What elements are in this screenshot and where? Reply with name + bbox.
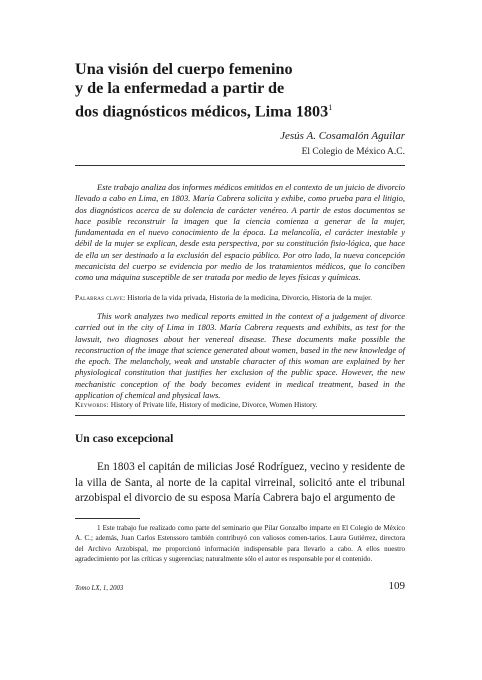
- keywords-spanish-text: Historia de la vida privada, Historia de la medicina, Divorcio, Historia de la mujer.: [127, 293, 373, 302]
- title-line-1: Una visión del cuerpo femenino: [75, 60, 293, 78]
- body-paragraph: En 1803 el capitán de milicias José Rodríguez, vecino y residente de la villa de Santa, al norte de la capital virreinal, solicitó ante el tribunal arzobispal el divorcio de su esposa María Cabrera bajo el argumento de: [75, 461, 405, 505]
- keywords-spanish-label: Palabras clave:: [75, 293, 126, 302]
- keywords-english-label: Keywords:: [75, 400, 109, 409]
- abstract-english: This work analyzes two medical reports emitted in the context of a judgement of divorce carried out in the city of Lima in 1803. María Cabrera requests and exhibits, as test for the lawsuit, two diagnoses about her venereal disease. These documents make possible the reconstruction of the image that science generated about women, based in the new knowledge of the epoch. The melancholy, weak and unstable character of this woman are explained by her physiological constitution that justifies her exclusion of the public space. However, the new mechanistic conception of the body becomes evident in medical treatment, based in the application of chemical and physical laws.: [75, 311, 405, 401]
- page-number: 109: [388, 580, 405, 592]
- volume-info: Tomo LX, 1, 2003: [75, 585, 124, 592]
- footnote-text: Este trabajo fue realizado como parte del seminario que Pilar Gonzalbo imparte en El Colegio de México A. C.; además, Juan Carlos Estenssoro también contribuyó con valiosos comen-tarios. Laura Gutiérrez, directora del Archivo Arzobispal, me proporcionó información indispensable para llevarlo a cabo. A ellos nuestro agradecimiento por las críticas y sugerencias; naturalmente sólo el autor es responsable por el contenido.: [75, 524, 405, 564]
- keywords-english-text: History of Private life, History of medicine, Divorce, Women History.: [110, 400, 318, 409]
- keywords-english: [75, 400, 405, 410]
- header-divider: [75, 165, 405, 166]
- abstract-spanish: Este trabajo analiza dos informes médicos emitidos en el contexto de un juicio de divorcio llevado a cabo en Lima, en 1803. María Cabrera solicita y exhibe, como prueba para el litigio, dos diagnósticos acerca de su dolencia de carácter venéreo. A partir de estos documentos se hace posible reconstruir la imagen que la ciencia comienza a generar de la mujer, fundamentada en el nuevo conocimiento de la época. La melancolía, el carácter inestable y débil de la mujer se explican, desde esta perspectiva, por su constitución fisio-lógica, que hace de ella un ser destinado a la exclusión del espacio público. Por otro lado, la nueva concepción mecanicista del cuerpo se evidencia por medio de los tratamientos médicos, que lo conciben como una máquina susceptible de ser tratada por medio de leyes físicas y químicas.: [75, 182, 405, 283]
- article-page: [75, 0, 405, 680]
- author-affiliation: El Colegio de México A.C.: [301, 147, 405, 157]
- abstract-divider: [75, 415, 405, 416]
- title-line-2: y de la enfermedad a partir de: [75, 79, 285, 97]
- author-name: Jesús A. Cosamalón Aguilar: [280, 130, 405, 142]
- footnote-number: 1: [97, 524, 101, 532]
- footnote: [75, 523, 405, 565]
- keywords-spanish: [75, 293, 405, 303]
- section-heading: Un caso excepcional: [75, 433, 174, 445]
- article-title: [75, 60, 405, 121]
- title-line-3: dos diagnósticos médicos, Lima 1803: [75, 102, 329, 121]
- title-footnote-marker: 1: [328, 103, 333, 112]
- footnote-divider: [75, 518, 140, 519]
